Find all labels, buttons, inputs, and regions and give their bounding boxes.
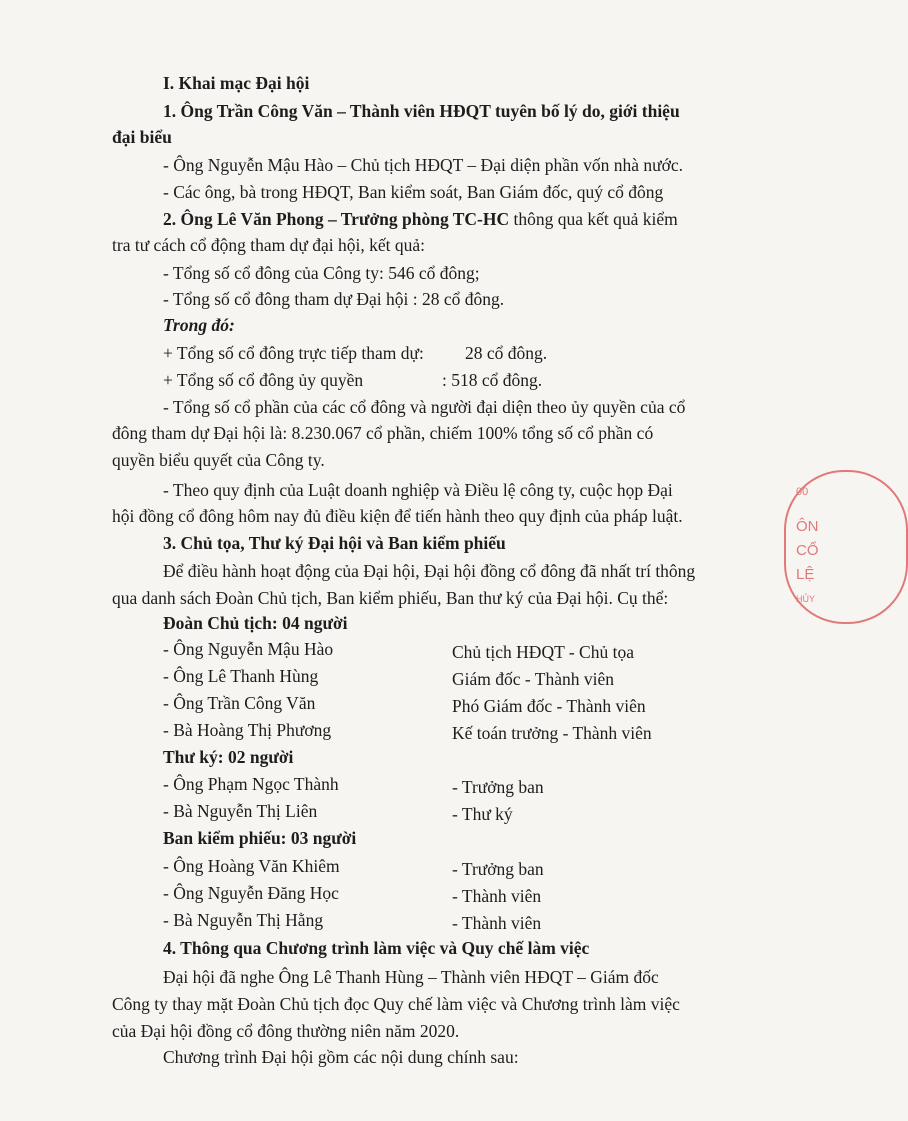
secretary-role: - Thư ký <box>452 804 513 824</box>
law-para: hội đồng cổ đông hôm nay đủ điều kiện để tiến hành theo quy định của pháp luật. <box>112 506 683 526</box>
section4-para: Công ty thay mặt Đoàn Chủ tịch đọc Quy chế làm việc và Chương trình làm việc <box>112 994 680 1014</box>
presidium-role: Giám đốc - Thành viên <box>452 669 614 689</box>
section-heading: I. Khai mạc Đại hội <box>163 73 310 93</box>
item1-title: 1. Ông Trần Công Văn – Thành viên HĐQT tuyên bố lý do, giới thiệu <box>163 101 680 121</box>
secretary-name: - Bà Nguyễn Thị Liên <box>163 801 318 821</box>
counting-role: - Trưởng ban <box>452 859 544 879</box>
item2-line2: tra tư cách cổ động tham dự đại hội, kết quả: <box>112 235 425 255</box>
direct-label: + Tổng số cổ đông trực tiếp tham dự: <box>163 343 424 363</box>
section4-para: Đại hội đã nghe Ông Lê Thanh Hùng – Thành viên HĐQT – Giám đốc <box>163 967 659 987</box>
trong-do-label: Trong đó: <box>163 315 235 335</box>
counting-name: - Ông Nguyễn Đăng Học <box>163 883 339 903</box>
shares-para: - Tổng số cổ phần của các cổ đông và người đại diện theo ủy quyền của cổ <box>163 397 686 417</box>
seal-text: CỔ <box>796 542 819 559</box>
item2-rest: thông qua kết quả kiểm <box>509 209 678 229</box>
presidium-role: Kế toán trưởng - Thành viên <box>452 723 652 743</box>
section3-intro: qua danh sách Đoàn Chủ tịch, Ban kiểm phiếu, Ban thư ký của Đại hội. Cụ thể: <box>112 588 669 608</box>
secretary-title: Thư ký: 02 người <box>163 747 294 767</box>
seal-text: 00 <box>796 486 809 498</box>
counting-name: - Bà Nguyễn Thị Hằng <box>163 910 324 930</box>
seal-text: LỆ <box>796 566 815 583</box>
proxy-label: + Tổng số cổ đông ủy quyền <box>163 370 364 390</box>
presidium-role: Chủ tịch HĐQT - Chủ tọa <box>452 642 634 662</box>
item1-bullet: - Các ông, bà trong HĐQT, Ban kiểm soát, Ban Giám đốc, quý cổ đông <box>163 182 664 202</box>
presidium-name: - Ông Lê Thanh Hùng <box>163 666 319 686</box>
item2-title: 2. Ông Lê Văn Phong – Trưởng phòng TC-HC <box>163 209 510 229</box>
attending-shareholders: - Tổng số cổ đông tham dự Đại hội : 28 cổ đông. <box>163 289 505 309</box>
section4-para: của Đại hội đồng cổ đông thường niên năm 2020. <box>112 1021 460 1041</box>
proxy-value: : 518 cổ đông. <box>442 370 543 390</box>
direct-value: 28 cổ đông. <box>465 343 548 363</box>
counting-role: - Thành viên <box>452 886 542 906</box>
total-shareholders: - Tổng số cổ đông của Công ty: 546 cổ đông; <box>163 263 480 283</box>
secretary-name: - Ông Phạm Ngọc Thành <box>163 774 339 794</box>
item1-title-cont: đại biểu <box>112 127 172 147</box>
section3-title: 3. Chủ tọa, Thư ký Đại hội và Ban kiểm phiếu <box>163 533 506 553</box>
presidium-name: - Bà Hoàng Thị Phương <box>163 720 332 740</box>
seal-text: HỦY <box>796 594 816 604</box>
presidium-title: Đoàn Chủ tịch: 04 người <box>163 613 348 633</box>
counting-name: - Ông Hoàng Văn Khiêm <box>163 856 340 876</box>
presidium-name: - Ông Nguyễn Mậu Hào <box>163 639 334 659</box>
seal-text: ÔN <box>796 518 819 535</box>
presidium-role: Phó Giám đốc - Thành viên <box>452 696 646 716</box>
shares-para: quyền biểu quyết của Công ty. <box>112 450 325 470</box>
section4-title: 4. Thông qua Chương trình làm việc và Quy chế làm việc <box>163 938 590 958</box>
presidium-name: - Ông Trần Công Văn <box>163 693 316 713</box>
shares-para: đông tham dự Đại hội là: 8.230.067 cổ phần, chiếm 100% tổng số cổ phần có <box>112 423 654 443</box>
counting-title: Ban kiểm phiếu: 03 người <box>163 828 357 848</box>
secretary-role: - Trưởng ban <box>452 777 544 797</box>
counting-role: - Thành viên <box>452 913 542 933</box>
law-para: - Theo quy định của Luật doanh nghiệp và Điều lệ công ty, cuộc họp Đại <box>163 480 673 500</box>
company-seal <box>784 470 908 624</box>
section3-intro: Để điều hành hoạt động của Đại hội, Đại hội đồng cổ đông đã nhất trí thông <box>163 561 696 581</box>
item2-line <box>163 208 678 230</box>
item1-bullet: - Ông Nguyễn Mậu Hào – Chủ tịch HĐQT – Đại diện phần vốn nhà nước. <box>163 155 683 175</box>
program-intro: Chương trình Đại hội gồm các nội dung chính sau: <box>163 1047 519 1067</box>
